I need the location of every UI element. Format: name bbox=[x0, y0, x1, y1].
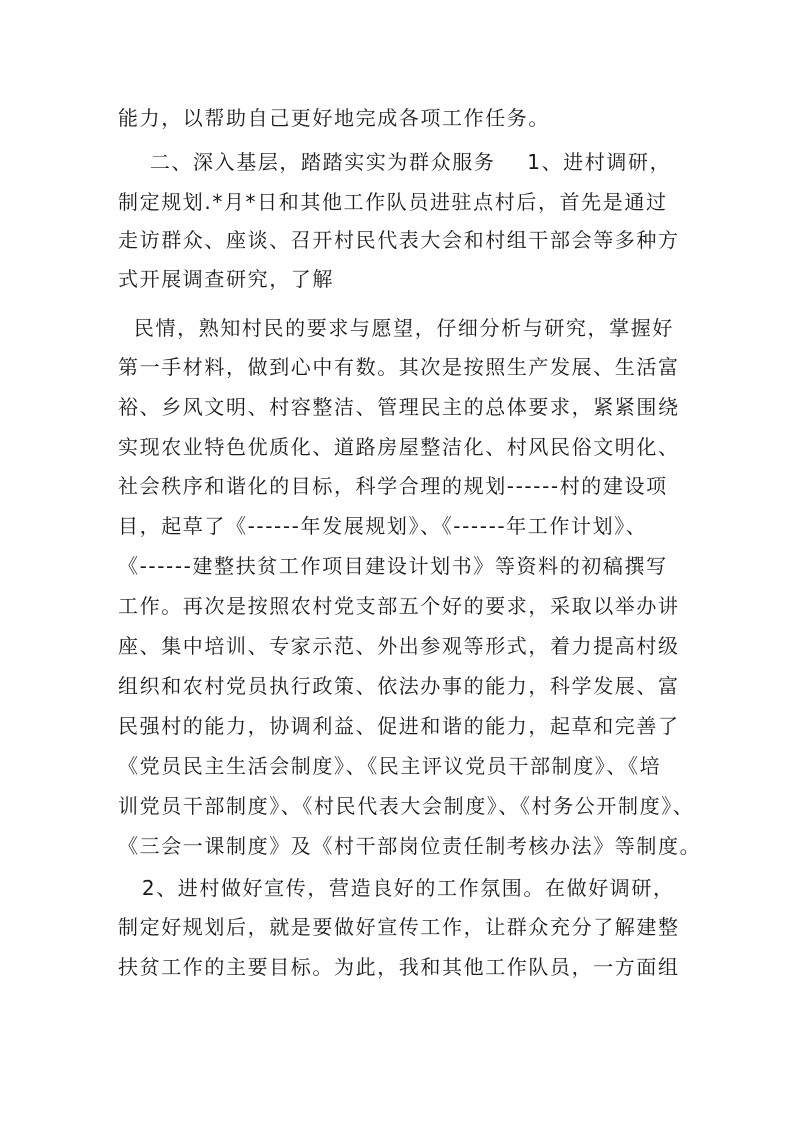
text-line: 训党员干部制度》、《村民代表大会制度》、《村务公开制度》、 bbox=[118, 794, 695, 818]
text-line: 裕、乡风文明、村容整洁、管理民主的总体要求，紧紧围绕 bbox=[118, 395, 680, 419]
text-line: 《三会一课制度》及《村干部岗位责任制考核办法》等制度。 bbox=[118, 834, 702, 858]
text-line: 扶贫工作的主要目标。为此，我和其他工作队员，一方面组 bbox=[118, 955, 680, 979]
text-line: 《------建整扶贫工作项目建设计划书》等资料的初稿撰写 bbox=[118, 554, 668, 578]
text-line: 社会秩序和谐化的目标，科学合理的规划------村的建设项 bbox=[118, 474, 668, 498]
text-line: 制定好规划后，就是要做好宣传工作，让群众充分了解建整 bbox=[118, 915, 680, 939]
text-line: 制定规划.*月*日和其他工作队员进驻点村后，首先是通过 bbox=[118, 190, 668, 214]
text-line: 式开展调查研究，了解 bbox=[118, 267, 334, 291]
text-line: 《党员民主生活会制度》、《民主评议党员干部制度》、《培 bbox=[118, 754, 662, 778]
text-line: 座、集中培训、专家示范、外出参观等形式，着力提高村级 bbox=[118, 634, 680, 658]
text-line: 能力，以帮助自己更好地完成各项工作任务。 bbox=[118, 106, 550, 130]
text-line: 二、深入基层，踏踏实实为群众服务 1、进村调研， bbox=[118, 150, 672, 174]
text-line: 民情，熟知村民的要求与愿望，仔细分析与研究，掌握好 bbox=[118, 316, 674, 340]
text-line: 民强村的能力，协调利益、促进和谐的能力，起草和完善了 bbox=[118, 714, 680, 738]
text-line: 组织和农村党员执行政策、依法办事的能力，科学发展、富 bbox=[118, 674, 680, 698]
text-line: 第一手材料，做到心中有数。其次是按照生产发展、生活富 bbox=[118, 355, 680, 379]
text-line: 实现农业特色优质化、道路房屋整洁化、村风民俗文明化、 bbox=[118, 435, 680, 459]
text-line: 目，起草了《------年发展规划》、《------年工作计划》、 bbox=[118, 514, 648, 538]
text-line: 工作。再次是按照农村党支部五个好的要求，采取以举办讲 bbox=[118, 594, 680, 618]
text-line: 2、进村做好宣传，营造良好的工作氛围。在做好调研， bbox=[118, 876, 675, 900]
text-line: 走访群众、座谈、召开村民代表大会和村组干部会等多种方 bbox=[118, 228, 680, 252]
